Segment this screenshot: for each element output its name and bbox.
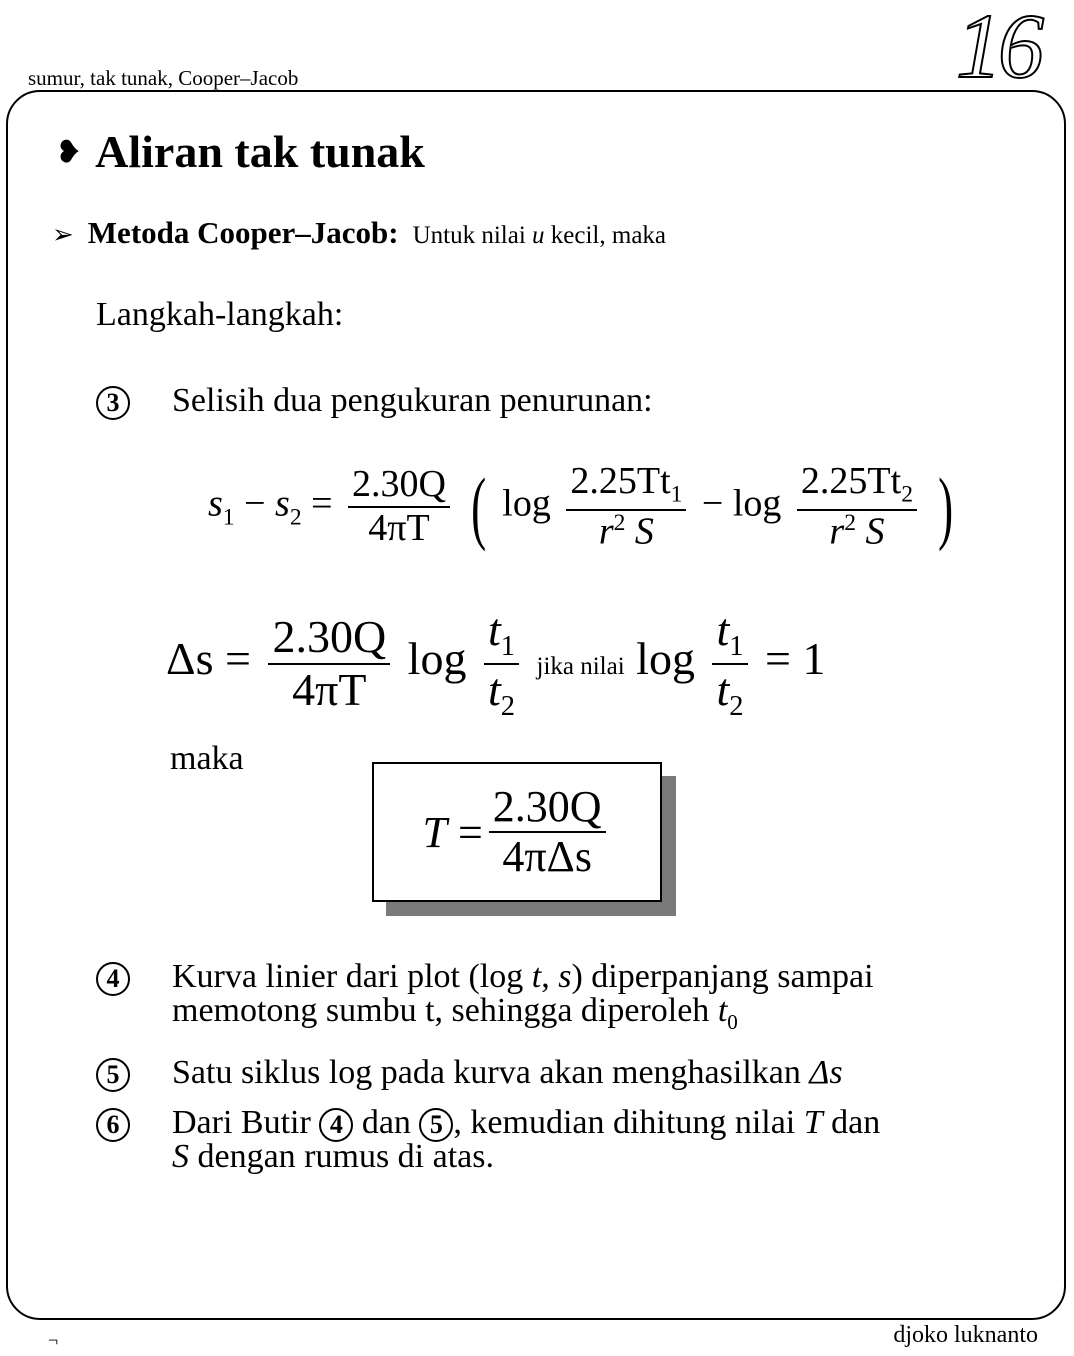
eq1-coefficient bbox=[348, 464, 450, 550]
eq2-coefficient bbox=[268, 612, 390, 715]
eq2-t2-sub: 2 bbox=[500, 690, 515, 722]
eq2-cond-t2: t bbox=[716, 663, 730, 715]
step4-comma: , bbox=[541, 958, 550, 995]
eq1-term1-r: r bbox=[598, 510, 614, 553]
eq2-log-condition: log bbox=[636, 633, 695, 685]
footer-mark: ¬ bbox=[48, 1330, 59, 1350]
footer-author: djoko luknanto bbox=[893, 1322, 1038, 1348]
section-title-text: Aliran tak tunak bbox=[95, 126, 425, 177]
step6-line2: dengan rumus di atas. bbox=[197, 1138, 494, 1175]
step4-var-t0-sub: 0 bbox=[727, 1009, 738, 1034]
eq1-log-1: log bbox=[502, 482, 551, 525]
eq1-term2-S: S bbox=[865, 510, 885, 553]
circled-number-6: 6 bbox=[96, 1108, 130, 1142]
eq1-minus: − bbox=[244, 482, 266, 525]
step4-text-end: ) diperpanjang sampai bbox=[571, 958, 874, 995]
desc-variable: u bbox=[532, 222, 545, 249]
step-3 bbox=[96, 382, 653, 420]
eq1-term2-sup: 2 bbox=[844, 509, 856, 536]
step4-var-t0: t bbox=[717, 992, 728, 1029]
circled-number-4: 4 bbox=[96, 962, 130, 996]
equation-delta-s bbox=[166, 605, 825, 722]
eq2-coef-num: 2.30Q bbox=[268, 612, 390, 665]
steps-label: Langkah-langkah: bbox=[96, 296, 344, 333]
eq1-s2: s bbox=[275, 482, 290, 525]
step4-var-s: s bbox=[558, 958, 572, 995]
right-paren: ) bbox=[938, 461, 954, 552]
eq2-condition-text: jika nilai bbox=[536, 653, 625, 681]
step6-dan: dan bbox=[361, 1104, 411, 1141]
equation-drawdown-difference bbox=[208, 460, 960, 554]
eq1-term1-num: 2.25Tt bbox=[570, 460, 671, 503]
eq2-condition-ratio bbox=[712, 605, 747, 722]
eq2-cond-t2-sub: 2 bbox=[729, 690, 744, 722]
eq1-term1 bbox=[566, 461, 686, 553]
step6-var-S: S bbox=[172, 1138, 189, 1175]
result-T: T bbox=[422, 807, 447, 857]
step4-text: Kurva linier dari plot (log bbox=[172, 958, 524, 995]
result-formula-box bbox=[372, 762, 662, 902]
eq1-s1: s bbox=[208, 482, 223, 525]
eq2-coef-den: 4πT bbox=[292, 663, 367, 715]
step6-dan-2: dan bbox=[831, 1104, 881, 1141]
method-heading bbox=[52, 215, 666, 251]
step5-var: Δs bbox=[809, 1054, 843, 1091]
step4-line2: memotong sumbu t, sehingga diperoleh bbox=[172, 992, 710, 1029]
eq1-term2-r: r bbox=[829, 510, 845, 553]
eq2-t1-sub: 1 bbox=[500, 631, 515, 663]
eq1-coef-num: 2.30Q bbox=[348, 464, 450, 508]
eq1-s2-sub: 2 bbox=[289, 504, 302, 531]
eq2-equals: = bbox=[224, 633, 251, 685]
eq1-log-2: log bbox=[732, 482, 782, 525]
eq2-rhs: = 1 bbox=[765, 633, 826, 685]
eq2-t2: t bbox=[487, 663, 501, 715]
eq2-cond-t1-sub: 1 bbox=[729, 631, 744, 663]
step6-text: Dari Butir bbox=[172, 1104, 311, 1141]
heart-bullet-icon: ❥ bbox=[56, 136, 82, 169]
eq1-equals: = bbox=[311, 482, 333, 525]
maka-text: maka bbox=[170, 740, 244, 777]
eq2-log: log bbox=[407, 633, 467, 685]
circled-number-3: 3 bbox=[96, 386, 130, 420]
circled-number-5: 5 bbox=[96, 1058, 130, 1092]
eq1-term1-S: S bbox=[634, 510, 654, 553]
result-num: 2.30Q bbox=[489, 783, 606, 833]
eq1-term1-sup: 2 bbox=[613, 509, 626, 536]
page-number: 16 bbox=[956, 0, 1040, 97]
eq1-coef-den: 4πT bbox=[368, 507, 430, 549]
eq2-delta-s: Δs bbox=[166, 633, 214, 685]
result-equals: = bbox=[457, 807, 483, 857]
eq2-t1: t bbox=[487, 604, 501, 655]
step-4 bbox=[96, 958, 874, 1035]
header-topic: sumur, tak tunak, Cooper–Jacob bbox=[28, 66, 299, 90]
step5-text: Satu siklus log pada kurva akan menghasilkan bbox=[172, 1054, 801, 1091]
circled-ref-5: 5 bbox=[419, 1108, 453, 1142]
desc-text: Untuk nilai bbox=[412, 222, 526, 249]
eq1-term1-sub: 1 bbox=[670, 481, 683, 508]
step4-var-t: t bbox=[531, 958, 542, 995]
arrow-bullet-icon: ➢ bbox=[52, 220, 74, 249]
step-3-text: Selisih dua pengukuran penurunan: bbox=[172, 382, 653, 419]
eq1-term2 bbox=[797, 461, 917, 553]
result-den: 4πΔs bbox=[502, 832, 592, 881]
section-title bbox=[56, 125, 425, 178]
desc-text-end: kecil, maka bbox=[550, 222, 667, 249]
circled-ref-4: 4 bbox=[319, 1108, 353, 1142]
eq1-minus-2: − bbox=[701, 482, 724, 525]
step6-text-mid: , kemudian dihitung nilai bbox=[453, 1104, 796, 1141]
eq2-cond-t1: t bbox=[716, 604, 730, 655]
method-label: Metoda Cooper–Jacob: bbox=[87, 215, 399, 250]
result-fraction bbox=[489, 783, 606, 882]
left-paren: ( bbox=[471, 461, 487, 552]
eq1-term2-num: 2.25Tt bbox=[800, 460, 902, 503]
eq2-time-ratio bbox=[484, 605, 519, 722]
method-description bbox=[413, 222, 666, 249]
step-5 bbox=[96, 1054, 843, 1092]
eq1-term2-sub: 2 bbox=[901, 481, 913, 508]
step-6 bbox=[96, 1104, 880, 1176]
step6-var-T: T bbox=[803, 1104, 823, 1141]
eq1-s1-sub: 1 bbox=[222, 504, 235, 531]
